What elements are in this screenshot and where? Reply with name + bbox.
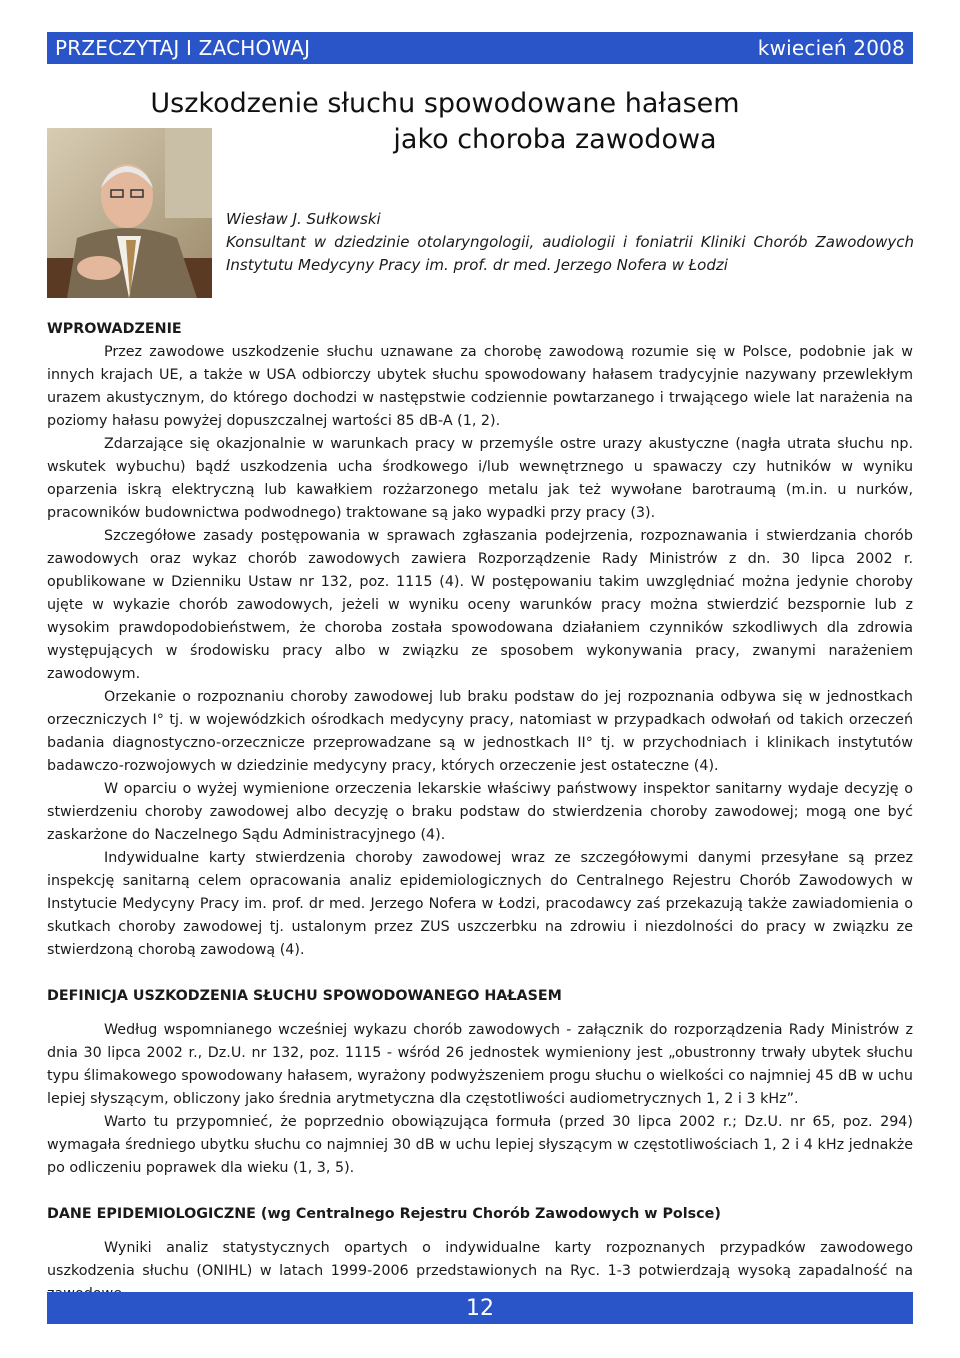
intro-paragraph-5: W oparciu o wyżej wymienione orzeczenia lekarskie właściwy państwowy inspektor sanitarny wydaje decyzję o stwierdzeniu choroby zawodowej albo decyzję o braku podstaw do stwierdzenia choroby zawodowej; mogą one być zaskarżone do Naczelnego Sądu Administracyjnego (4).	[47, 781, 913, 843]
author-block	[226, 208, 914, 277]
heading-epidemiology: DANE EPIDEMIOLOGICZNE (wg Centralnego Rejestru Chorób Zawodowych w Polsce)	[47, 1206, 721, 1222]
heading-introduction: WPROWADZENIE	[47, 321, 182, 337]
intro-paragraph-4: Orzekanie o rozpoznaniu choroby zawodowej lub braku podstaw do jej rozpoznania odbywa się w jednostkach orzeczniczych I° tj. w wojewódzkich ośrodkach medycyny pracy, natomiast w przypadkach odwołań od takich orzeczeń badania diagnostyczno-orzecznicze przeprowadzane są w jednostkach II° tj. w przychodniach i klinikach instytutów badawczo-rozwojowych w dziedzinie medycyny pracy, których orzeczenie jest ostateczne (4).	[47, 689, 913, 774]
def-paragraph-1: Według wspomnianego wcześniej wykazu chorób zawodowych - załącznik do rozporządzenia Rady Ministrów z dnia 30 lipca 2002 r., Dz.U. nr 132, poz. 1115 - wśród 26 jednostek wymieniony jest „obustronny trwały ubytek słuchu typu ślimakowego spowodowany hałasem, wyrażony podwyższeniem progu słuchu o wielkości co najmniej 45 dB w uchu lepiej słyszącym, obliczony jako średnia arytmetyczna dla częstotliwości audiometrycznych 1, 2 i 3 kHz”.	[47, 1022, 913, 1107]
title-line-2: jako choroba zawodowa	[393, 124, 717, 155]
author-photo	[47, 128, 212, 298]
title-line-1: Uszkodzenie słuchu spowodowane hałasem	[150, 88, 740, 119]
intro-paragraph-6: Indywidualne karty stwierdzenia choroby zawodowej wraz ze szczegółowymi danymi przesyłane są przez inspekcję sanitarną celem opracowania analiz epidemiologicznych do Centralnego Rejestru Chorób Zawodowych w Instytucie Medycyny Pracy im. prof. dr med. Jerzego Nofera w Łodzi, pracodawcy zaś przekazują także zawiadomienia o skutkach choroby zawodowej tj. ustalonym przez ZUS uszczerbku na zdrowiu i niezdolności do pracy w związku ze stwierdzoną chorobą zawodową (4).	[47, 850, 913, 958]
intro-paragraph-1: Przez zawodowe uszkodzenie słuchu uznawane za chorobę zawodową rozumie się w Polsce, podobnie jak w innych krajach UE, a także w USA odbiorczy ubytek słuchu spowodowany hałasem tradycyjnie nazywany przewlekłym urazem akustycznym, do którego dochodzi w następstwie codziennie powtarzanego i trwającego wiele lat narażenia na poziomy hałasu powyżej dopuszczalnej wartości 85 dB-A (1, 2).	[47, 344, 913, 429]
author-name: Wiesław J. Sułkowski	[226, 210, 381, 228]
intro-paragraph-2: Zdarzające się okazjonalnie w warunkach pracy w przemyśle ostre urazy akustyczne (nagła utrata słuchu np. wskutek wybuchu) bądź uszkodzenia ucha środkowego i/lub wewnętrznego u spawaczy czy hutników w wyniku oparzenia iskrą elektryczną lub kawałkiem rozżarzonego metalu jak też wywołane barotraumą (m.in. u nurków, pracowników budownictwa podwodnego) traktowane są jako wypadki przy pracy (3).	[47, 436, 913, 521]
section-label: PRZECZYTAJ I ZACHOWAJ	[55, 36, 311, 60]
article-title	[120, 86, 770, 158]
author-portrait-image	[47, 128, 212, 298]
page-number: 12	[466, 1295, 494, 1321]
article-body	[47, 318, 913, 1306]
heading-definition: DEFINICJA USZKODZENIA SŁUCHU SPOWODOWANEGO HAŁASEM	[47, 988, 562, 1004]
def-paragraph-2: Warto tu przypomnieć, że poprzednio obowiązująca formuła (przed 30 lipca 2002 r.; Dz.U. nr 65, poz. 294) wymagała średniego ubytku słuchu co najmniej 30 dB w uchu lepiej słyszącym w częstotliwościach 1, 2 i 4 kHz jednakże po odliczeniu poprawek dla wieku (1, 3, 5).	[47, 1114, 913, 1176]
epi-paragraph-1: Wyniki analiz statystycznych opartych o indywidualne karty rozpoznanych przypadków zawodowego uszkodzenia słuchu (ONIHL) w latach 1999-2006 przedstawionych na Ryc. 1-3 potwierdzają wysoką zapadalność na	[47, 1240, 913, 1279]
author-affiliation: Konsultant w dziedzinie otolaryngologii, audiologii i foniatrii Kliniki Chorób Zawodowych Instytutu Medycyny Pracy im. prof. dr med. Jerzego Nofera w Łodzi	[226, 233, 914, 274]
intro-paragraph-3: Szczegółowe zasady postępowania w sprawach zgłaszania podejrzenia, rozpoznawania i stwierdzania chorób zawodowych oraz wykaz chorób zawodowych zawiera Rozporządzenie Rady Ministrów z dn. 30 lipca 2002 r. opublikowane w Dzienniku Ustaw nr 132, poz. 1115 (4). W postępowaniu takim uwzględniać można jedynie choroby ujęte w wykazie chorób zawodowych, jeżeli w wyniku oceny warunków pracy można stwierdzić bezspornie lub z wysokim prawdopodobieństwem, że choroba została spowodowana działaniem czynników szkodliwych dla zdrowia występujących w środowisku pracy albo w związku ze sposobem wykonywania pracy, zwanymi narażeniem zawodowym.	[47, 528, 913, 682]
footer-bar	[47, 1292, 913, 1324]
header-bar	[47, 32, 913, 64]
issue-date: kwiecień 2008	[757, 36, 905, 60]
